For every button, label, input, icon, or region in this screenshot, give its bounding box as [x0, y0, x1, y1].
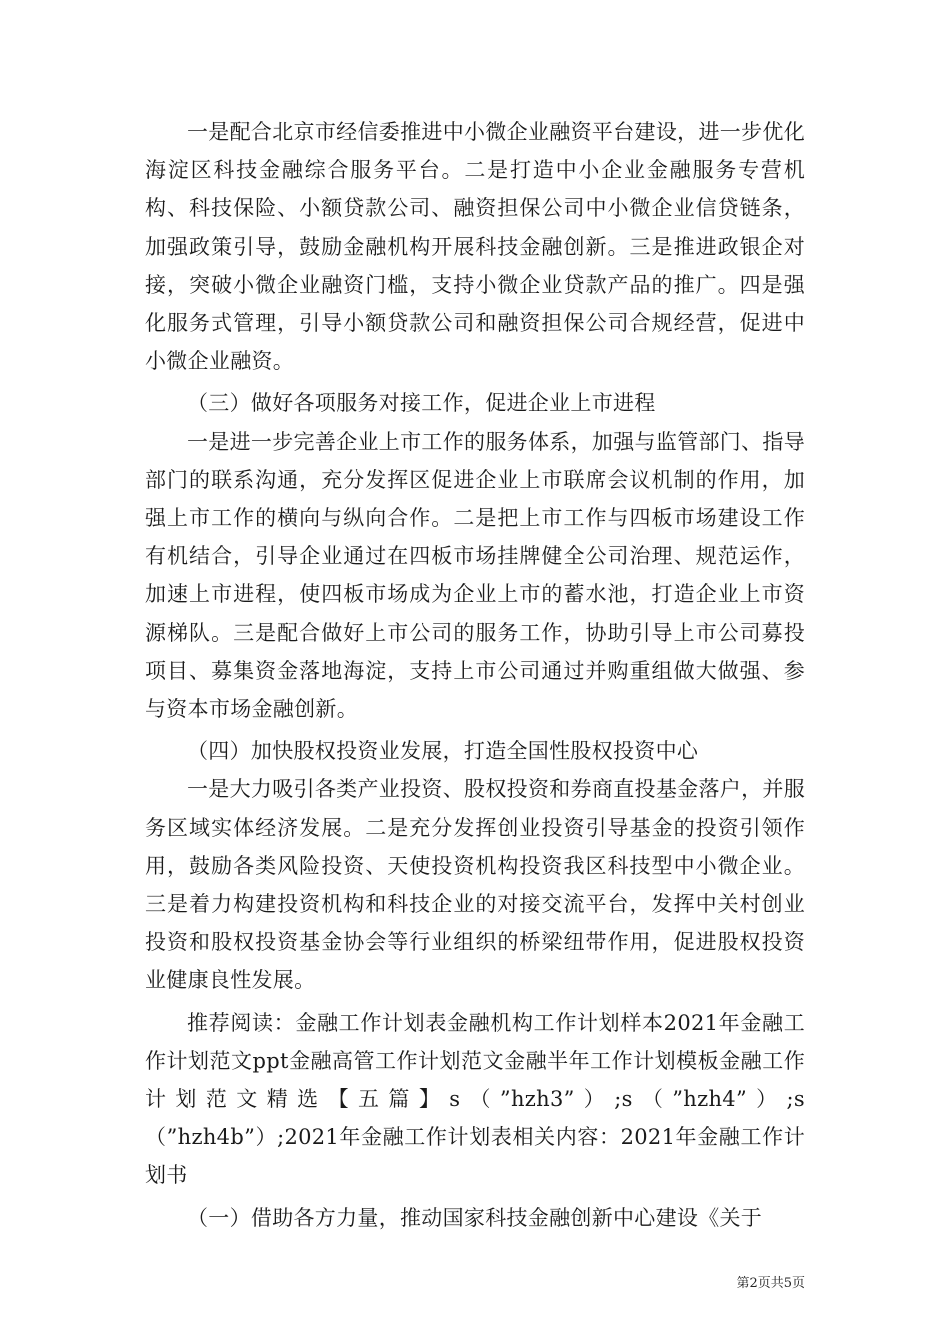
paragraph-listing-services: 一是进一步完善企业上市工作的服务体系，加强与监管部门、指导部门的联系沟通，充分发挥区促进企业上市联席会议机制的作用，加强上市工作的横向与纵向合作。二是把上市工作与四板市场建设工作有机结合，引导企业通过在四板市场挂牌健全公司治理、规范运作，加速上市进程，使四板市场成为企业上市的蓄水池，打造企业上市资源梯队。三是配合做好上市公司的服务工作，协助引导上市公司募投项目、募集资金落地海淀，支持上市公司通过并购重组做大做强、参与资本市场金融创新。	[145, 429, 805, 722]
page-number: 第2页共5页	[736, 1276, 805, 1291]
paragraph-recommended-reading: 推荐阅读：金融工作计划表金融机构工作计划样本2021年金融工作计划范文ppt金融高管工作计划范文金融半年工作计划模板金融工作计划范文精选【五篇】s（”hzh3”）;s（”hzh4”）;s（”hzh4b”）;2021年金融工作计划表相关内容：2021年金融工作计划书	[145, 1010, 805, 1188]
paragraph-financing-platform: 一是配合北京市经信委推进中小微企业融资平台建设，进一步优化海淀区科技金融综合服务平台。二是打造中小企业金融服务专营机构、科技保险、小额贷款公司、融资担保公司中小微企业信贷链条，加强政策引导，鼓励金融机构开展科技金融创新。三是推进政银企对接，突破小微企业融资门槛，支持小微企业贷款产品的推广。四是强化服务式管理，引导小额贷款公司和融资担保公司合规经营，促进中小微企业融资。	[145, 120, 805, 374]
section-heading-1: （一）借助各方力量，推动国家科技金融创新中心建设《关于	[187, 1205, 763, 1230]
section-heading-3: （三）做好各项服务对接工作，促进企业上市进程	[187, 391, 656, 416]
document-body	[145, 113, 805, 1237]
section-heading-4: （四）加快股权投资业发展，打造全国性股权投资中心	[187, 739, 699, 764]
paragraph-equity-investment: 一是大力吸引各类产业投资、股权投资和券商直投基金落户，并服务区域实体经济发展。二是充分发挥创业投资引导基金的投资引领作用，鼓励各类风险投资、天使投资机构投资我区科技型中小微企业。三是着力构建投资机构和科技企业的对接交流平台，发挥中关村创业投资和股权投资基金协会等行业组织的桥梁纽带作用，促进股权投资业健康良性发展。	[145, 777, 805, 993]
